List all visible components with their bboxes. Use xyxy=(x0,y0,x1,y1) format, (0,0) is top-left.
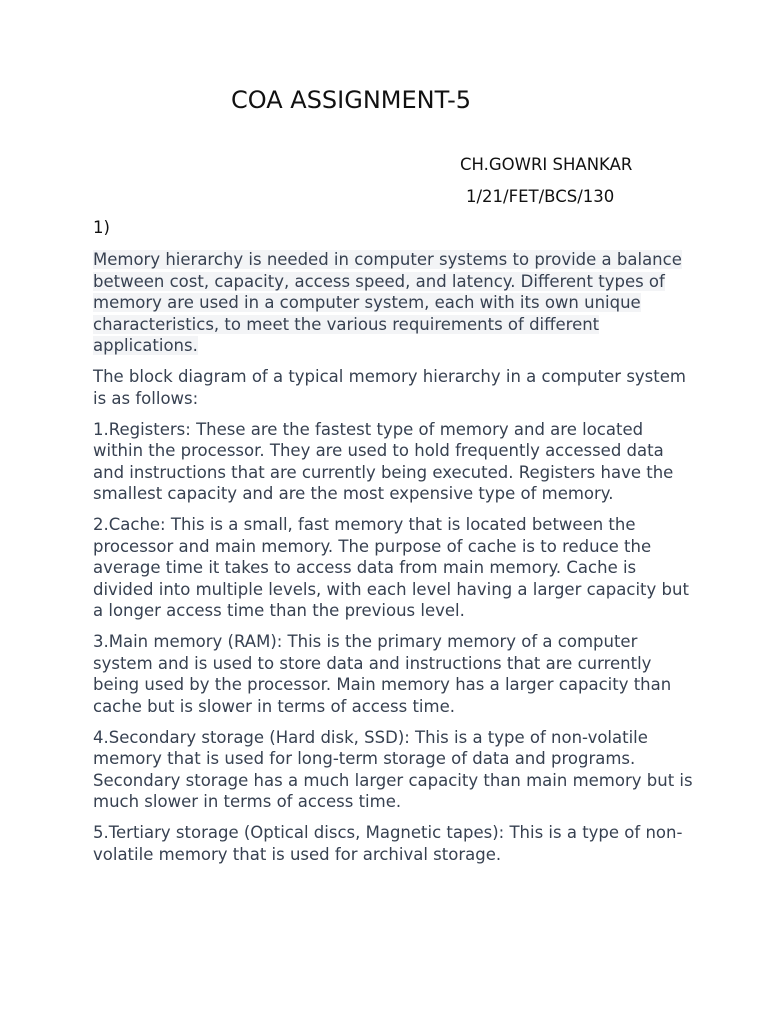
answer-body xyxy=(93,249,693,875)
author-name: CH.GOWRI SHANKAR xyxy=(460,155,633,174)
paragraph-intro xyxy=(93,249,693,357)
paragraph-cache: 2.Cache: This is a small, fast memory that is located between the processor and main memory. The purpose of cache is to reduce the average time it takes to access data from main memory. Cache is divided into multiple levels, with each level having a larger capacity but a longer access time than the previous level. xyxy=(93,515,689,620)
document-title: COA ASSIGNMENT-5 xyxy=(231,86,471,114)
question-number: 1) xyxy=(93,218,110,237)
roll-number: 1/21/FET/BCS/130 xyxy=(466,187,615,206)
paragraph-secondary-storage: 4.Secondary storage (Hard disk, SSD): This is a type of non-volatile memory that is used for long-term storage of data and programs. Secondary storage has a much larger capacity than main memory but is much slower in terms of access time. xyxy=(93,727,693,811)
paragraph-block-diagram: The block diagram of a typical memory hierarchy in a computer system is as follows: xyxy=(93,367,686,408)
paragraph-tertiary-storage: 5.Tertiary storage (Optical discs, Magnetic tapes): This is a type of non-volatile memory that is used for archival storage. xyxy=(93,823,683,864)
paragraph-main-memory: 3.Main memory (RAM): This is the primary memory of a computer system and is used to store data and instructions that are currently being used by the processor. Main memory has a larger capacity than cache but is slower in terms of access time. xyxy=(93,632,672,716)
paragraph-registers: 1.Registers: These are the fastest type of memory and are located within the processor. They are used to hold frequently accessed data and instructions that are currently being executed. Registers have the smallest capacity and are the most expensive type of memory. xyxy=(93,419,674,503)
highlighted-text: Memory hierarchy is needed in computer systems to provide a balance between cost, capacity, access speed, and latency. Different types of memory are used in a computer system, each with its own unique characteristics, to meet the various requirements of different applications. xyxy=(93,250,682,355)
